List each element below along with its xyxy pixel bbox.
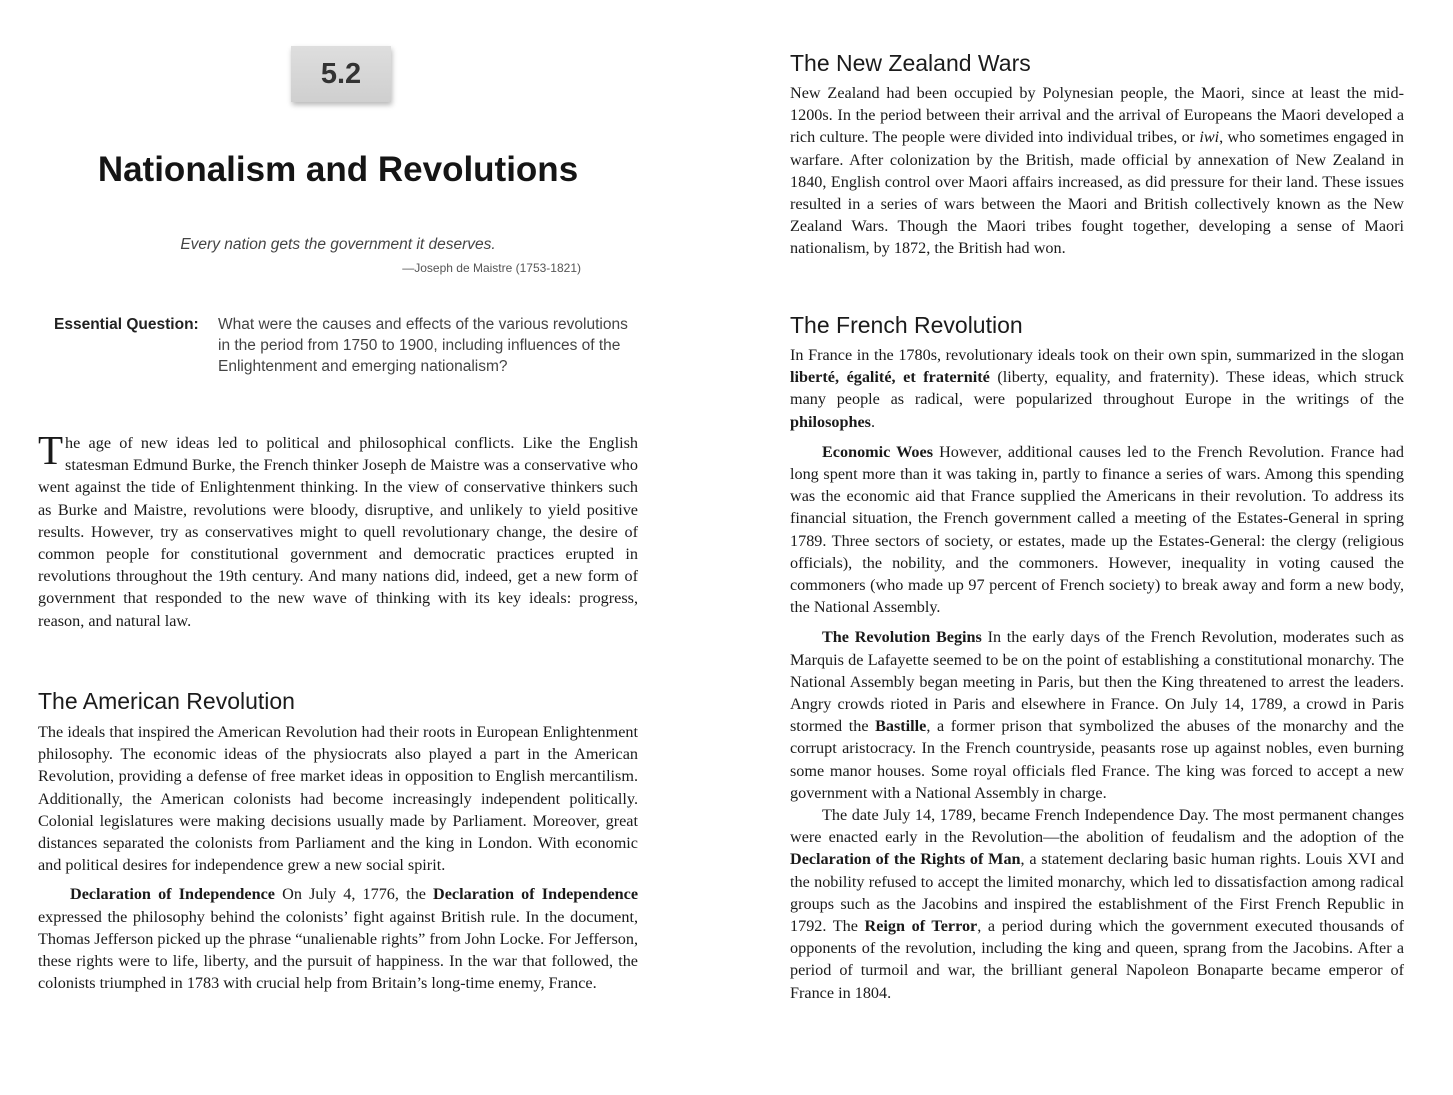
quote-text: Every nation gets the government it deserves. xyxy=(180,236,496,253)
right-page xyxy=(790,0,1404,1095)
american-p2-text-a: On July 4, 1776, the xyxy=(274,885,434,904)
left-page xyxy=(38,0,638,1095)
new-zealand-paragraph xyxy=(790,82,1404,260)
nz-text-a: New Zealand had been occupied by Polynesian people, the Maori, since at least the mid-1200s. In the period between their arrival and the arrival of Europeans the Maori developed a rich culture. The people were divided into individual tribes, or xyxy=(790,84,1404,147)
french-paragraph-1 xyxy=(790,344,1404,433)
bastille-term: Bastille xyxy=(875,717,927,736)
declaration-term: Declaration of Independence xyxy=(433,885,639,904)
revolution-begins-paragraph xyxy=(790,626,1404,804)
quote-attribution: —Joseph de Maistre (1753-1821) xyxy=(402,261,581,275)
american-paragraph-2 xyxy=(38,883,638,994)
intro-section xyxy=(38,427,638,632)
economic-woes-text: However, additional causes led to the French Revolution. France had long spent more than it was taking in, partly to finance a series of wars. Among this spending was the economic aid that France supplied the Americans in their revolution. To address its financial situation, the French government called a meeting of the Estates-General in spring 1789. Three sectors of society, or estates, made up the Estates-General: the clergy (religious officials), the nobility, and the commoners. However, inequality in voting caused the commoners (who made up 97 percent of French society) to break away and form a new body, the National Assembly. xyxy=(790,442,1404,617)
independence-day-text-c: , a period during which the government executed thousands of opponents of the revolution, including the king and queen, sprang from the Jacobins. After a period of turmoil and war, the brilliant general Napoleon Bonaparte became emperor of France in 1804. xyxy=(790,917,1404,1002)
revolution-begins-text-b: , a former prison that symbolized the abuses of the monarchy and the corrupt aristocracy. In the French countryside, peasants rose up against nobles, even burning some manor houses. Some royal officials fled France. The king was forced to accept a new government with a National Assembly in charge. xyxy=(790,717,1404,802)
french-p1-text-c: . xyxy=(870,412,876,431)
american-p2-text-b: expressed the philosophy behind the colonists’ fight against British rule. In the document, Thomas Jefferson picked up the phrase “unalienable rights” from John Locke. For Jefferson, these rights were to life, liberty, and the pursuit of happiness. In the war that followed, the colonists triumphed in 1783 with crucial help from Britain’s long-time enemy, France. xyxy=(38,907,638,993)
iwi-term: iwi xyxy=(1199,128,1220,147)
independence-day-paragraph xyxy=(790,804,1404,1004)
american-revolution-heading: The American Revolution xyxy=(38,688,295,714)
american-revolution-section xyxy=(38,688,638,994)
economic-woes-subheading: Economic Woes xyxy=(822,442,933,461)
essential-question xyxy=(54,314,638,377)
french-revolution-section xyxy=(790,312,1404,1004)
new-zealand-heading: The New Zealand Wars xyxy=(790,50,1031,76)
drop-cap: T xyxy=(38,427,64,473)
independence-day-text-a: The date July 14, 1789, became French Independence Day. The most permanent changes were enacted early in the Revolution—the abolition of feudalism and the adoption of the xyxy=(790,806,1404,847)
reign-of-terror-term: Reign of Terror xyxy=(864,917,978,936)
declaration-subheading: Declaration of Independence xyxy=(70,885,275,904)
independence-day-text-b: , a statement declaring basic human rights. Louis XVI and the nobility refused to accept the limited monarchy, which led to dissatisfaction among radical groups such as the Jacobins and inspired the establishment of the First French Republic in 1792. The xyxy=(790,850,1404,936)
revolution-begins-text-a: In the early days of the French Revolution, moderates such as Marquis de Lafayette seemed to be on the point of establishing a constitutional monarchy. The National Assembly began meeting in Paris, but then the King threatened to arrest the leaders. Angry crowds rioted in Paris and elsewhere in France. On July 14, 1789, a crowd in Paris stormed the xyxy=(790,628,1404,736)
essential-question-text: What were the causes and effects of the various revolutions in the period from 1750 to 1900, including influences of the Enlightenment and emerging nationalism? xyxy=(218,316,628,375)
economic-woes-paragraph xyxy=(790,441,1404,619)
philosophes-term: philosophes xyxy=(790,412,871,431)
french-p1-text-b: (liberty, equality, and fraternity). These ideas, which struck many people as radical, were popularized throughout Europe in the writings of the xyxy=(790,368,1404,409)
new-zealand-section xyxy=(790,50,1404,260)
french-revolution-heading: The French Revolution xyxy=(790,312,1023,338)
essential-question-label: Essential Question: xyxy=(54,316,199,333)
rights-of-man-term: Declaration of the Rights of Man xyxy=(790,850,1021,869)
nz-text-b: , who sometimes engaged in warfare. After colonization by the British, made official by annexation of New Zealand in 1840, English control over Maori affairs increased, as did pressure for their land. These issues resulted in a series of wars between the Maori and British collectively known as the New Zealand Wars. Though the Maori tribes fought together, developing a sense of Maori nationalism, by 1872, the British had won. xyxy=(790,128,1404,258)
intro-paragraph xyxy=(38,427,638,632)
section-number-badge: 5.2 xyxy=(291,46,391,102)
french-p1-text-a: In France in the 1780s, revolutionary ideals took on their own spin, summarized in the slogan xyxy=(790,346,1404,364)
chapter-title: Nationalism and Revolutions xyxy=(97,150,579,189)
revolution-begins-subheading: The Revolution Begins xyxy=(822,628,982,647)
intro-text: he age of new ideas led to political and philosophical conflicts. Like the English statesman Edmund Burke, the French thinker Joseph de Maistre was a conservative who went against the tide of Enlightenment thinking. In the view of conservative thinkers such as Burke and Maistre, revolutions were bloody, disruptive, and unlikely to yield positive results. However, try as conservatives might to quell revolutionary change, the desire of common people for constitutional government and democratic practices erupted in revolutions throughout the 19th century. And many nations did, indeed, get a new form of government that responded to the new wave of thinking with its key ideals: progress, reason, and natural law. xyxy=(38,434,638,630)
american-paragraph-1: The ideals that inspired the American Revolution had their roots in European Enlightenment philosophy. The economic ideas of the physiocrats also played a part in the American Revolution, providing a defense of free market ideas in opposition to English mercantilism. Additionally, the American colonists had become increasingly independent politically. Colonial legislatures were making decisions usually made by Parliament. Moreover, great distances separated the colonists from Parliament and the king in London. With economic and political desires for independence grew a new social spirit. xyxy=(38,723,638,875)
slogan-term: liberté, égalité, et fraternité xyxy=(790,368,990,387)
epigraph xyxy=(38,236,638,275)
